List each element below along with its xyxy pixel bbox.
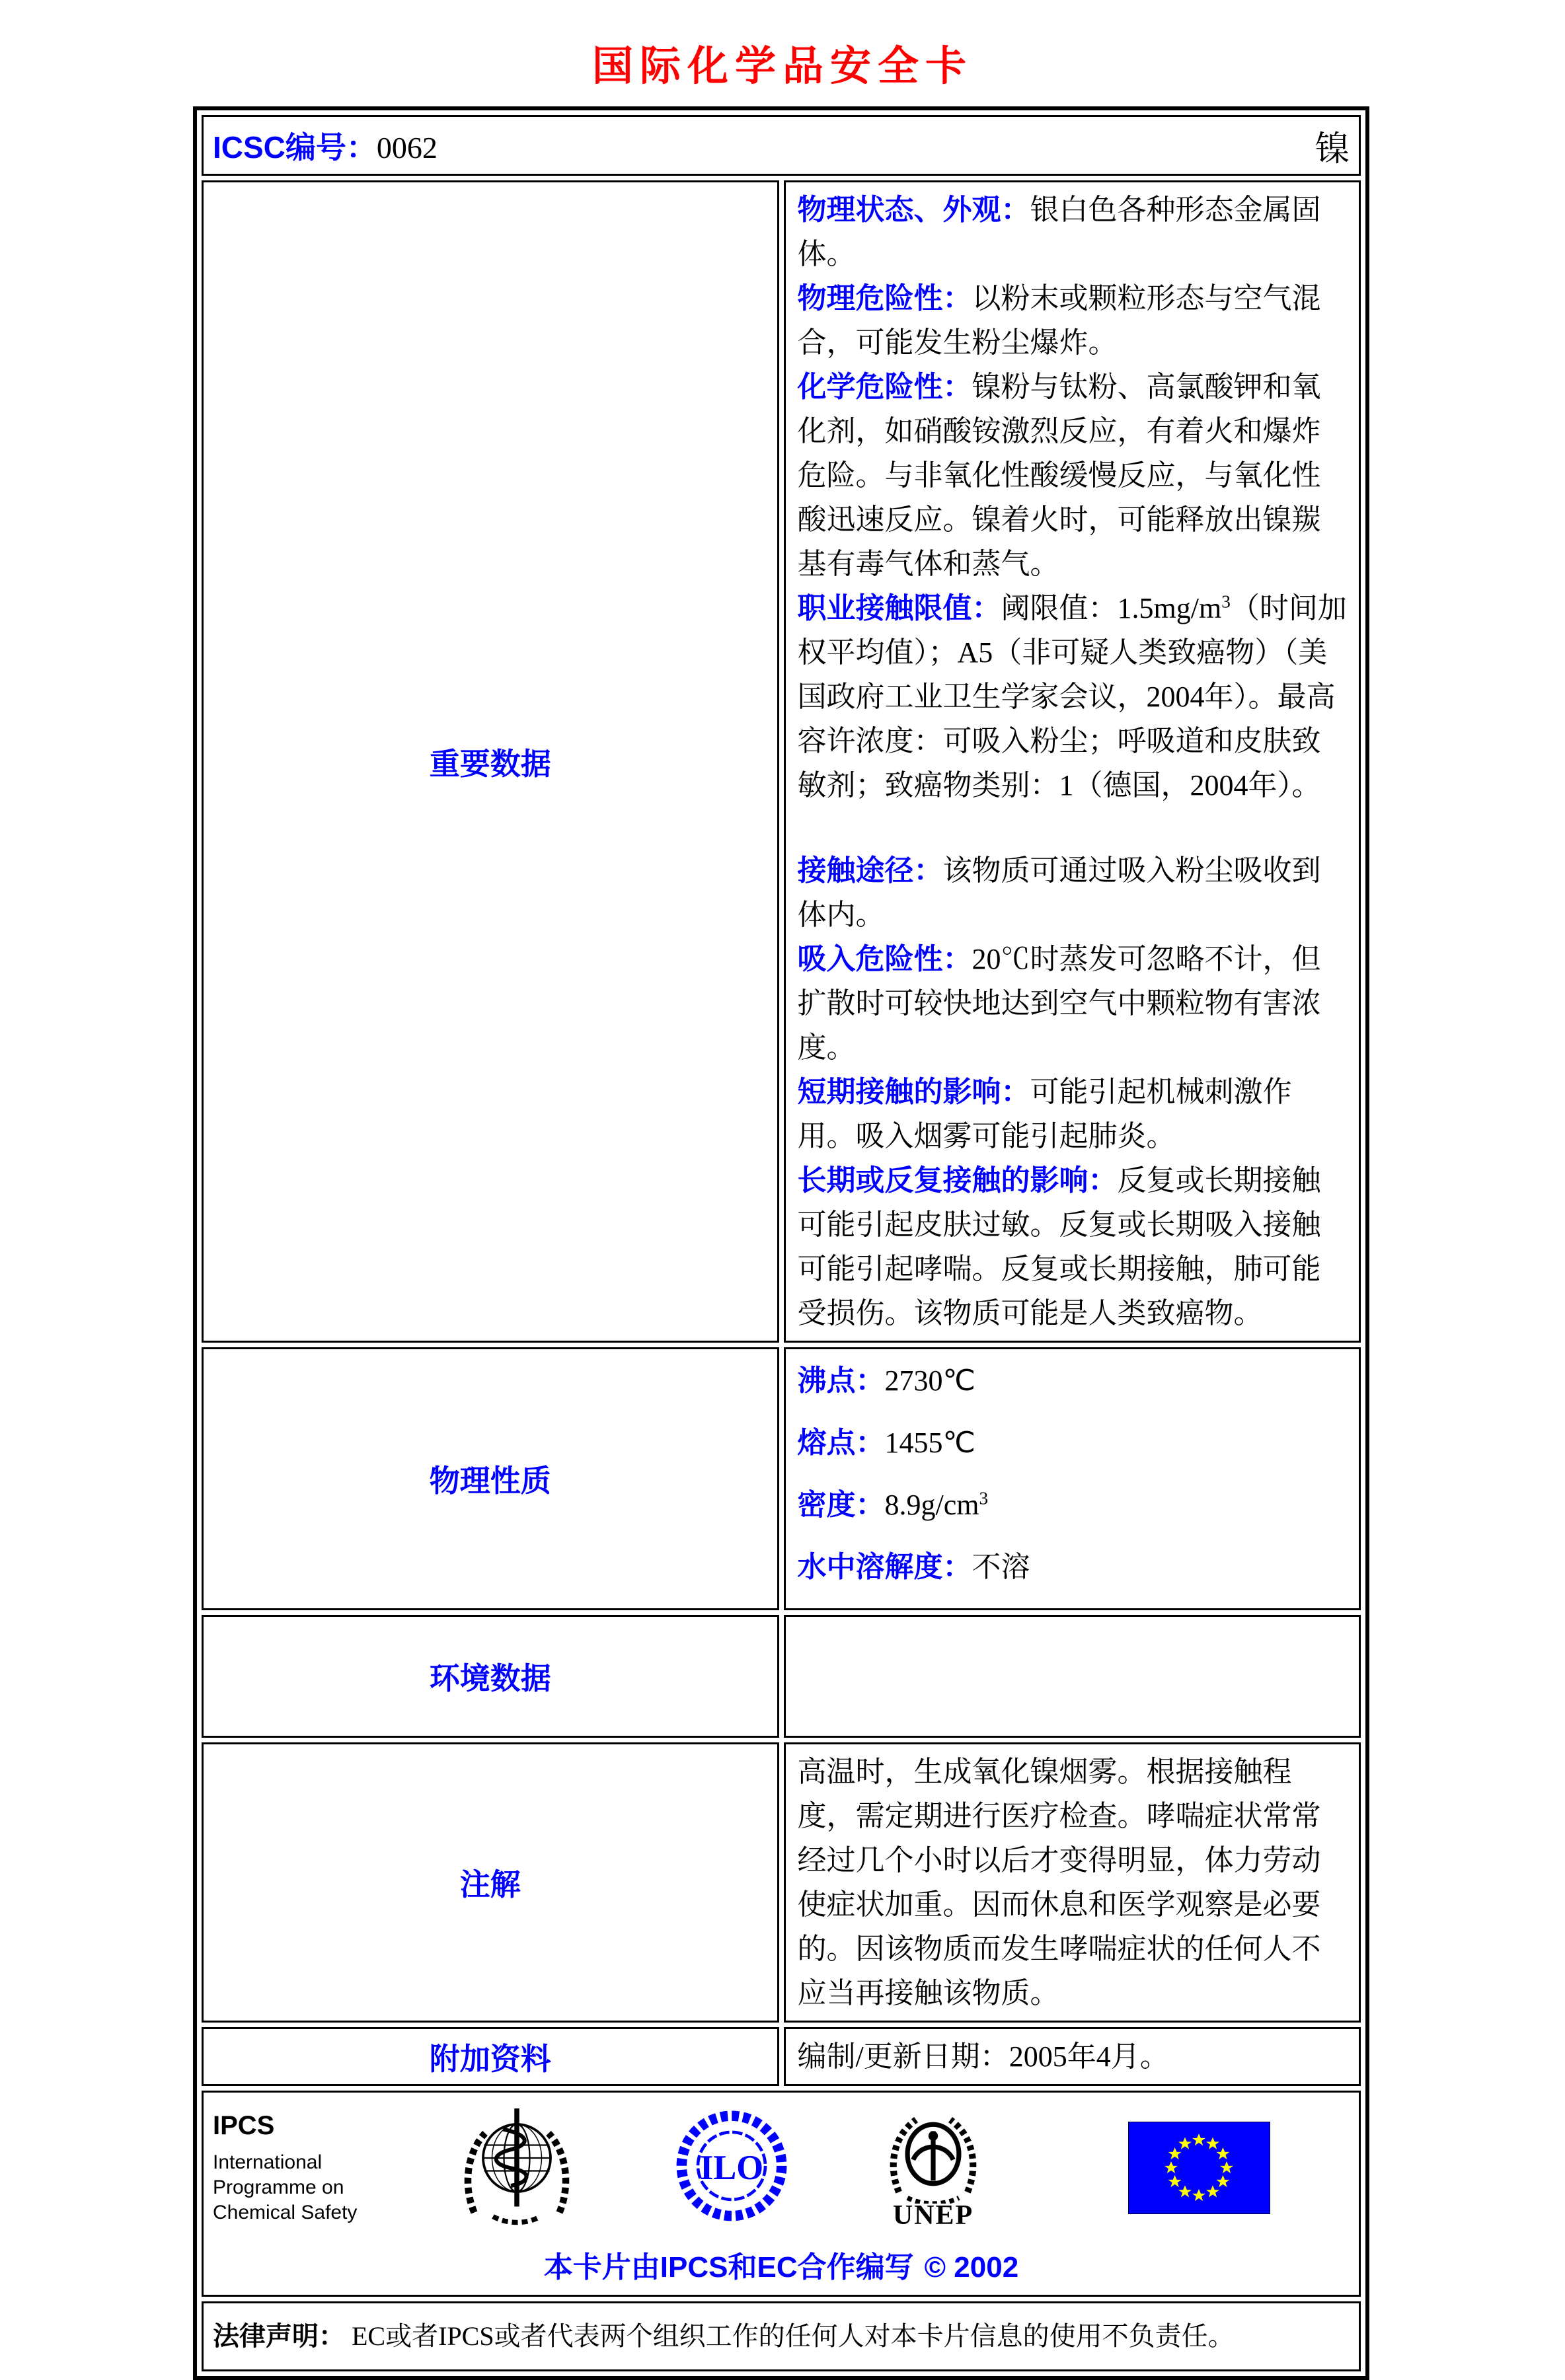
field-boiling-point: 沸点：2730℃ [797,1364,975,1397]
notes-text: 高温时，生成氧化镍烟雾。根据接触程度，需定期进行医疗检查。哮喘症状常常经过几个小时以后才变得明显，体力劳动使症状加重。因而休息和医学观察是必要的。因该物质而发生哮喘症状的任何人不应当再接触该物质。 [797,1756,1321,2009]
credit-text: 本卡片由IPCS和EC合作编写 [543,2251,914,2284]
section-label-physical-properties: 物理性质 [429,1464,551,1498]
chemical-name: 镍 [1315,130,1350,168]
notes-content [784,1742,1361,2023]
environmental-data-content [784,1615,1361,1738]
ilo-logo-icon [675,2105,788,2231]
icsc-number-label: ICSC编号： [213,130,377,165]
logos-cell [202,2091,1361,2297]
legal-label: 法律声明： [213,2322,345,2351]
unep-wordmark: UNEP [892,2200,974,2231]
section-label-important-data: 重要数据 [429,746,551,781]
ipcs-wordmark [213,2111,411,2225]
legal-row [202,2301,1361,2371]
legal-text: EC或者IPCS或者代表两个组织工作的任何人对本卡片信息的使用不负责任。 [352,2321,1235,2351]
field-water-solubility: 水中溶解度：不溶 [797,1551,1030,1583]
additional-information-row [202,2027,1361,2086]
credit-line [213,2243,1350,2286]
ipcs-acronym: IPCS [213,2110,275,2140]
environmental-data-row [202,1615,1361,1738]
icsc-number-value: 0062 [376,131,438,165]
svg-text:ILO: ILO [699,2149,764,2187]
copyright-text: © 2002 [924,2251,1019,2284]
header-row [202,115,1361,176]
update-date-text: 编制/更新日期：2005年4月。 [797,2040,1169,2073]
important-data-row [202,180,1361,1343]
field-occupational-exposure-limits: 职业接触限值：阈限值：$1.5mg/m^3$（时间加权平均值）；A5（非可疑人类致癌物）（美国政府工业卫生学家会议，2004年）。最高容许浓度：可吸入粉尘；呼吸道和皮肤致敏剂；致癌物类别：1（德国，2004年）。 [797,591,1347,801]
physical-properties-content [784,1347,1361,1610]
field-chemical-hazards: 化学危险性：镍粉与钛粉、高氯酸钾和氧化剂，如硝酸铵激烈反应，有着火和爆炸危险。与非氧化性酸缓慢反应，与氧化性酸迅速反应。镍着火时，可能释放出镍羰基有毒气体和蒸气。 [797,371,1321,580]
additional-information-content [784,2027,1361,2086]
page-title: 国际化学品安全卡 [592,44,973,89]
notes-row [202,1742,1361,2023]
important-data-content [784,180,1361,1343]
section-label-additional-information: 附加资料 [429,2041,551,2076]
icsc-card-table [193,106,1369,2380]
logos-row [202,2091,1361,2297]
field-inhalation-risk: 吸入危险性：20℃时蒸发可忽略不计，但扩散时可较快地达到空气中颗粒物有害浓度。 [797,943,1321,1064]
section-label-environmental-data: 环境数据 [429,1661,551,1695]
eu-flag-icon [1128,2122,1270,2214]
legal-cell [202,2301,1361,2371]
unep-logo-icon [880,2104,986,2231]
ipcs-line1: International [213,2151,323,2173]
who-logo-icon [457,2102,576,2234]
superscript: 3 [979,1488,989,1508]
field-long-term-exposure-effects: 长期或反复接触的影响：反复或长期接触可能引起皮肤过敏。反复或长期吸入接触可能引起哮喘。反复或长期接触，肺可能受损伤。该物质可能是人类致癌物。 [797,1164,1321,1329]
field-physical-hazards: 物理危险性：以粉末或颗粒形态与空气混合，可能发生粉尘爆炸。 [797,282,1321,359]
ipcs-line3: Chemical Safety [213,2201,358,2223]
icsc-number-field [213,124,438,167]
superscript: 3 [1221,591,1231,612]
field-melting-point: 熔点：1455℃ [797,1427,975,1459]
field-routes-of-exposure: 接触途径：该物质可通过吸入粉尘吸收到体内。 [797,854,1321,931]
physical-properties-row [202,1347,1361,1610]
ipcs-line2: Programme on [213,2176,344,2198]
field-short-term-exposure-effects: 短期接触的影响：可能引起机械刺激作用。吸入烟雾可能引起肺炎。 [797,1076,1292,1152]
field-physical-state-appearance: 物理状态、外观：银白色各种形态金属固体。 [797,194,1321,270]
field-density: 密度：$8.9g/cm^3$ [797,1488,989,1521]
section-label-notes: 注解 [459,1867,521,1902]
